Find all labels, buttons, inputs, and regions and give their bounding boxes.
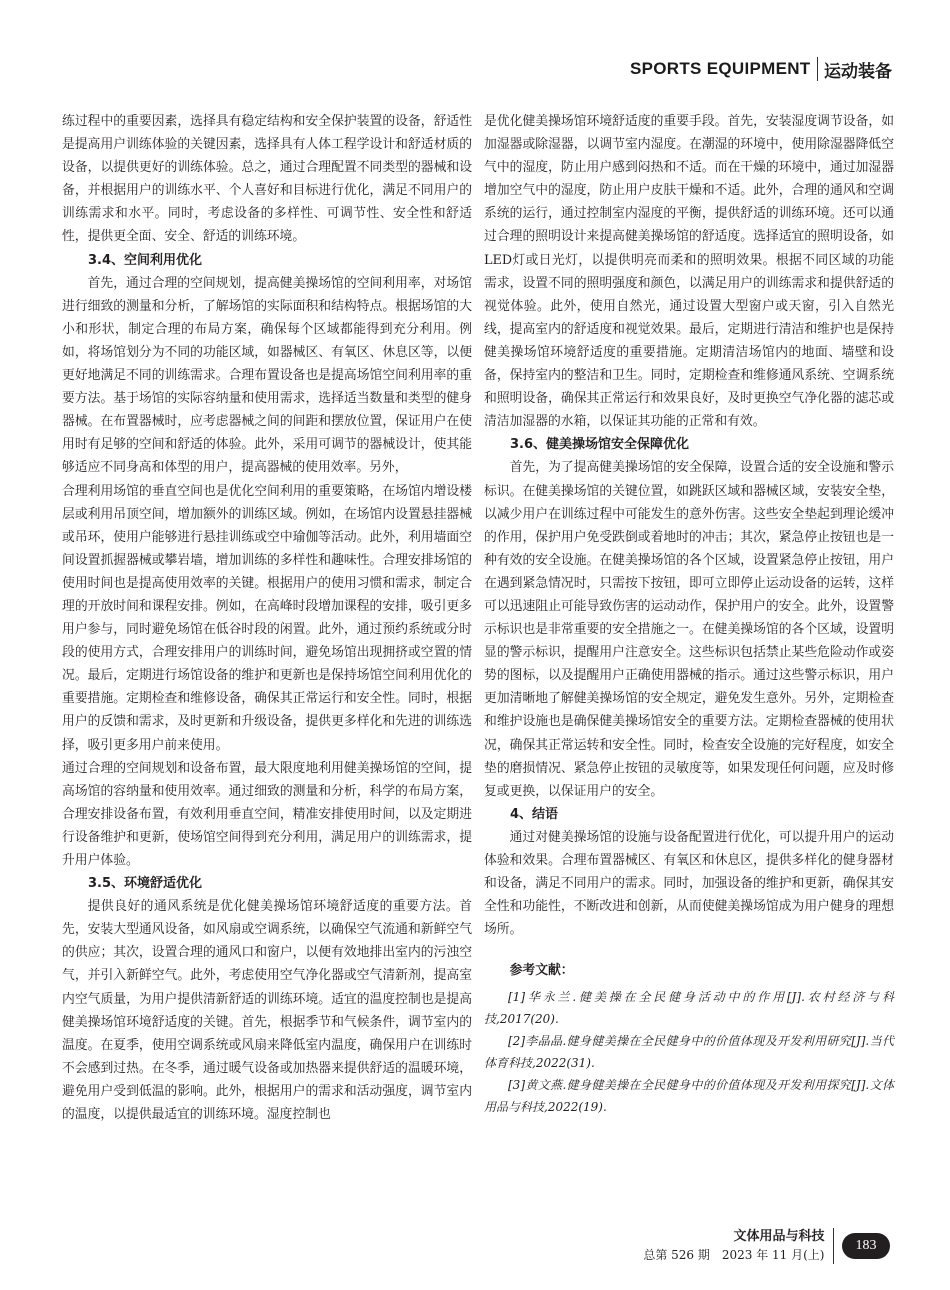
page-number-badge: 183	[842, 1233, 890, 1259]
left-column	[62, 110, 472, 1126]
section-heading-3-4: 3.4、空间利用优化	[88, 252, 203, 268]
right-column	[484, 110, 894, 1118]
footer-issue-info: 总第 526 期 2023 年 11 月(上)	[643, 1248, 825, 1262]
references	[484, 959, 894, 1118]
paragraph-3-4-c: 通过合理的空间规划和设备布置，最大限度地利用健美操场馆的空间，提高场馆的容纳量和使用效率。通过细致的测量和分析，科学的布局方案，合理安排设备布置，有效利用垂直空间，精准安排使用时间，以及定期进行设备维护和更新，使场馆空间得到充分利用，满足用户的训练需求，提升用户体验。	[62, 760, 472, 868]
paragraph-continued: 是优化健美操场馆环境舒适度的重要手段。首先，安装湿度调节设备，如加湿器或除湿器，以调节室内湿度。在潮湿的环境中，使用除湿器降低空气中的湿度，防止用户感到闷热和不适。而在干燥的环境中，通过加湿器增加空气中的湿度，防止用户皮肤干燥和不适。此外，合理的通风和空调系统的运行，通过控制室内湿度的平衡，提供舒适的训练环境。还可以通过合理的照明设计来提高健美操场馆的舒适度。选择适宜的照明设备，如LED灯或日光灯，以提供明亮而柔和的照明效果。根据不同区域的功能需求，设置不同的照明强度和颜色，以满足用户的训练需求和提供舒适的视觉体验。此外，使用自然光，通过设置大型窗户或天窗，引入自然光线，提高室内的舒适度和视觉效果。最后，定期进行清洁和维护也是保持健美操场馆环境舒适度的重要措施。定期清洁场馆内的地面、墙壁和设备，保持室内的整洁和卫生。同时，定期检查和维修通风系统、空调系统和照明设备，确保其正常运行和效果良好，及时更换空气净化器的滤芯或清洁加湿器的水箱，以保证其功能的正常和有效。	[484, 114, 894, 430]
section-heading-4: 4、结语	[510, 806, 559, 822]
paragraph-3-4-b: 合理利用场馆的垂直空间也是优化空间利用的重要策略，在场馆内增设楼层或利用吊顶空间，增加额外的训练区域。例如，在场馆内设置悬挂器械或吊环，使用户能够进行悬挂训练或空中瑜伽等活动。此外，利用墙面空间设置抓握器械或攀岩墙，增加训练的多样性和趣味性。合理安排场馆的使用时间也是提高使用效率的关键。根据用户的使用习惯和需求，制定合理的开放时间和课程安排。例如，在高峰时段增加课程的安排，吸引更多用户参与，同时避免场馆在低谷时段的闲置。此外，通过预约系统或分时段的使用方式，合理安排用户的训练时间，避免场馆出现拥挤或空置的情况。最后，定期进行场馆设备的维护和更新也是保持场馆空间利用优化的重要措施。定期检查和维修设备，确保其正常运行和安全性。同时，根据用户的反馈和需求，及时更新和升级设备，提供更多样化和先进的训练选择，吸引更多用户前来使用。	[62, 483, 472, 753]
section-heading-3-6: 3.6、健美操场馆安全保障优化	[510, 437, 690, 453]
footer-journal-name: 文体用品与科技	[733, 1229, 825, 1244]
running-header	[630, 56, 892, 82]
footer-divider	[833, 1228, 835, 1264]
footer-info	[643, 1228, 824, 1264]
header-english-title: SPORTS EQUIPMENT	[630, 59, 811, 78]
paragraph-3-5: 提供良好的通风系统是优化健美操场馆环境舒适度的重要方法。首先，安装大型通风设备，如风扇或空调系统，以确保空气流通和新鲜空气的供应；其次，设置合理的通风口和窗户，以便有效地排出室内的污浊空气，并引入新鲜空气。此外，考虑使用空气净化器或空气清新剂，提高室内空气质量，为用户提供清新舒适的训练环境。适宜的温度控制也是提高健美操场馆环境舒适度的关键。首先，根据季节和气候条件，调节室内的温度。在夏季，使用空调系统或风扇来降低室内温度，确保用户在训练时不会感到过热。在冬季，通过暖气设备或加热器来提供舒适的温暖环境，避免用户受到低温的影响。此外，根据用户的需求和活动强度，调节室内的温度，以提供最适宜的训练环境。湿度控制也	[62, 899, 472, 1123]
references-title: 参考文献：	[509, 963, 574, 979]
reference-item: [1]华永兰.健美操在全民健身活动中的作用[J].农村经济与科技,2017(20).	[484, 990, 894, 1027]
reference-item: [2]李晶晶.健身健美操在全民健身中的价值体现及开发利用研究[J].当代体育科技,2022(31).	[484, 1034, 894, 1071]
paragraph-3-4-a: 首先，通过合理的空间规划，提高健美操场馆的空间利用率，对场馆进行细致的测量和分析，了解场馆的实际面积和结构特点。根据场馆的大小和形状，制定合理的布局方案，确保每个区域都能得到充分利用。例如，将场馆划分为不同的功能区域，如器械区、有氧区、休息区等，以便更好地满足不同的训练需求。合理布置设备也是提高场馆空间利用率的重要方法。基于场馆的实际容纳量和使用需求，选择适当数量和类型的健身器械。在布置器械时，应考虑器械之间的间距和摆放位置，保证用户在使用时有足够的空间和舒适的体验。此外，采用可调节的器械设计，使其能够适应不同身高和体型的用户，提高器械的使用效率。另外，	[62, 275, 472, 476]
section-heading-3-5: 3.5、环境舒适优化	[88, 876, 203, 892]
header-chinese-title: 运动装备	[824, 61, 892, 82]
paragraph-intro: 练过程中的重要因素，选择具有稳定结构和安全保护装置的设备，舒适性是提高用户训练体验的关键因素，选择具有人体工程学设计和舒适材质的设备，以提供更好的训练体验。总之，通过合理配置不同类型的器械和设备，并根据用户的训练水平、个人喜好和目标进行优化，满足不同用户的训练需求和水平。同时，考虑设备的多样性、可调节性、安全性和舒适性，提供更全面、安全、舒适的训练环境。	[62, 114, 472, 245]
page-footer	[643, 1228, 890, 1264]
reference-item: [3]黄文燕.健身健美操在全民健身中的价值体现及开发利用探究[J].文体用品与科技,2022(19).	[484, 1078, 894, 1115]
paragraph-conclusion: 通过对健美操场馆的设施与设备配置进行优化，可以提升用户的运动体验和效果。合理布置器械区、有氧区和休息区，提供多样化的健身器材和设备，满足不同用户的需求。同时，加强设备的维护和更新，确保其安全性和功能性，不断改进和创新，从而使健美操场馆成为用户健身的理想场所。	[484, 829, 894, 938]
paragraph-3-6: 首先，为了提高健美操场馆的安全保障，设置合适的安全设施和警示标识。在健美操场馆的关键位置，如跳跃区域和器械区域，安装安全垫，以减少用户在训练过程中可能发生的意外伤害。这些安全垫起到理论缓冲的作用，保护用户免受跌倒或着地时的冲击；其次，紧急停止按钮也是一种有效的安全设施。在健美操场馆的各个区域，设置紧急停止按钮，用户在遇到紧急情况时，只需按下按钮，即可立即停止运动设备的运转，这样可以迅速阻止可能导致伤害的运动动作，保护用户的安全。此外，设置警示标识也是非常重要的安全措施之一。在健美操场馆的各个区域，设置明显的警示标识，提醒用户注意安全。这些标识包括禁止某些危险动作或姿势的图标，以及提醒用户正确使用器械的指示。通过这些警示标识，用户更加清晰地了解健美操场馆的安全规定，避免发生意外。另外，定期检查和维护设施也是确保健美操场馆安全的重要方法。定期检查器械的使用状况，确保其正常运转和安全性。同时，检查安全设施的完好程度，如安全垫的磨损情况、紧急停止按钮的灵敏度等，如果发现任何问题，应及时修复或更换，以保证用户的安全。	[484, 460, 894, 799]
